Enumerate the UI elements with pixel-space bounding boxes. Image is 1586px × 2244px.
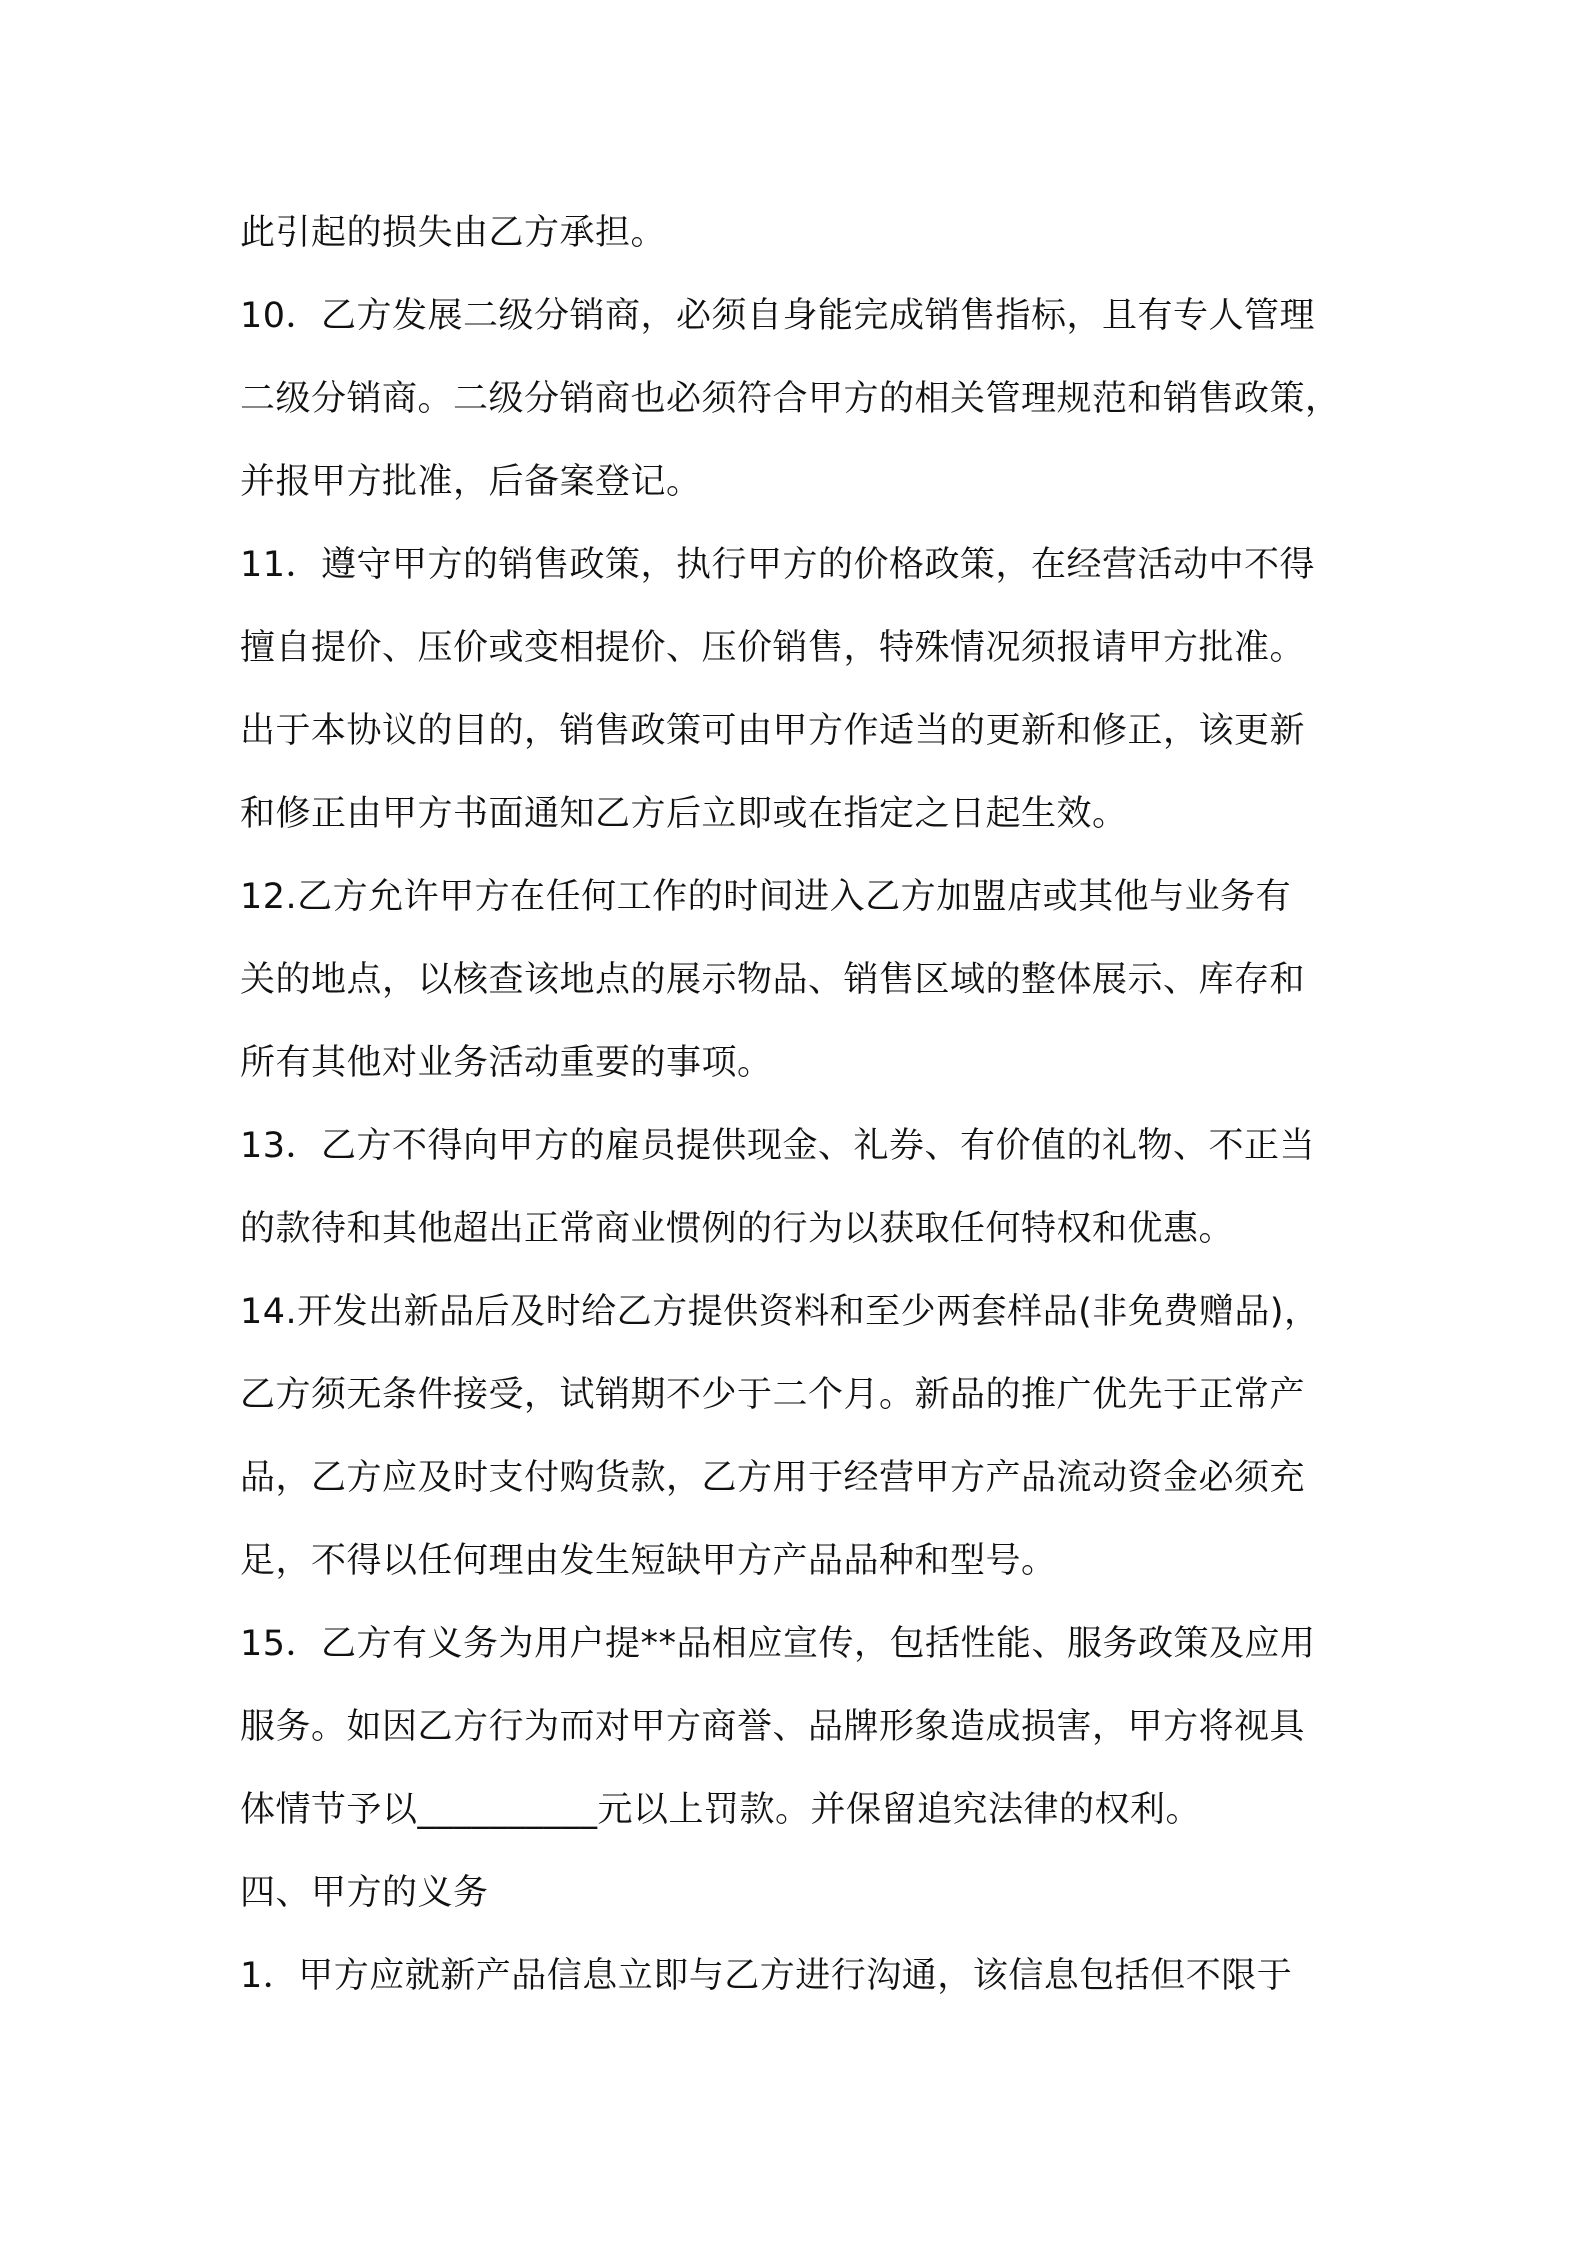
text-line: 15．乙方有义务为用户提**品相应宣传，包括性能、服务政策及应用	[240, 1624, 1316, 1664]
text-line: 所有其他对业务活动重要的事项。	[240, 1043, 773, 1083]
text-line: 足，不得以任何理由发生短缺甲方产品品种和型号。	[240, 1541, 1057, 1581]
text-line: 品，乙方应及时支付购货款，乙方用于经营甲方产品流动资金必须充	[240, 1458, 1306, 1498]
text-line: 服务。如因乙方行为而对甲方商誉、品牌形象造成损害，甲方将视具	[240, 1707, 1306, 1747]
text-line: 12.乙方允许甲方在任何工作的时间进入乙方加盟店或其他与业务有	[240, 877, 1292, 917]
text-line: 10．乙方发展二级分销商，必须自身能完成销售指标，且有专人管理	[240, 296, 1316, 336]
text-line: 和修正由甲方书面通知乙方后立即或在指定之日起生效。	[240, 794, 1128, 834]
text-line: 擅自提价、压价或变相提价、压价销售，特殊情况须报请甲方批准。	[240, 628, 1306, 668]
text-line: 14.开发出新品后及时给乙方提供资料和至少两套样品(非免费赠品)，	[240, 1292, 1320, 1332]
text-line: 乙方须无条件接受，试销期不少于二个月。新品的推广优先于正常产	[240, 1375, 1306, 1415]
section-heading: 四、甲方的义务	[240, 1873, 489, 1913]
text-line: 并报甲方批准，后备案登记。	[240, 462, 702, 502]
text-line: 13．乙方不得向甲方的雇员提供现金、礼券、有价值的礼物、不正当	[240, 1126, 1316, 1166]
text-line: 此引起的损失由乙方承担。	[240, 213, 667, 253]
text-line: 1．甲方应就新产品信息立即与乙方进行沟通，该信息包括但不限于	[240, 1956, 1293, 1996]
text-line: 二级分销商。二级分销商也必须符合甲方的相关管理规范和销售政策，	[240, 379, 1341, 419]
text-line: 体情节予以__________元以上罚款。并保留追究法律的权利。	[240, 1790, 1202, 1830]
text-line: 出于本协议的目的，销售政策可由甲方作适当的更新和修正，该更新	[240, 711, 1306, 751]
text-line: 关的地点，以核查该地点的展示物品、销售区域的整体展示、库存和	[240, 960, 1306, 1000]
text-line: 11．遵守甲方的销售政策，执行甲方的价格政策，在经营活动中不得	[240, 545, 1316, 585]
text-line: 的款待和其他超出正常商业惯例的行为以获取任何特权和优惠。	[240, 1209, 1235, 1249]
document-body	[240, 192, 1380, 2018]
